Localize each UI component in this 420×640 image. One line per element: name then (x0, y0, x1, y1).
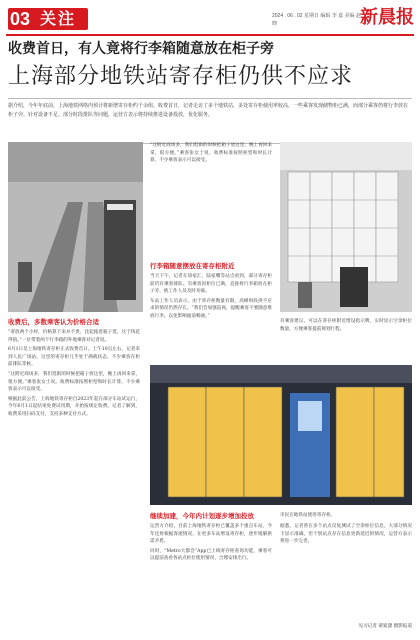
photo-caption: 市民在地铁站使用寄存柜。 (280, 513, 336, 518)
lower-middle-body (150, 521, 272, 631)
locker-photo (280, 142, 412, 312)
paragraph: 有乘客建议，可以在寄存柜附近增设指示牌，实时显示空余柜位数量，方便乘客提前规划行程。 (280, 319, 412, 332)
byline: 见习记者 蒙迪潇 摄影报道 (358, 624, 412, 629)
middle-column (150, 142, 272, 351)
paragraph: 车站工作人员表示，由于寄存柜数量有限，高峰时段供不应求的情况仍然存在。“我们会加强巡视，提醒乘客不要随意堆放行李，以免影响通道畅通。” (150, 298, 272, 319)
lower-right-column (280, 512, 412, 629)
issue-meta: 2024 . 06 . 02 星期日 编辑 李 嘉 美编 赵晓 (272, 13, 361, 27)
paragraph: “这附近商场多，我们逛街的时候把箱子放这里，晚上再回来拿，很方便。”乘客张女士说。收费标准按照柜型和时长计算，不少乘客表示可以接受。 (8, 371, 140, 393)
left-column-body (8, 327, 140, 629)
newspaper-logo (360, 6, 414, 30)
left-column (8, 318, 140, 629)
lower-right-body (280, 521, 412, 621)
photo-left (8, 142, 143, 312)
article-headline: 上海部分地铁站寄存柜仍供不应求 (8, 64, 354, 89)
paragraph: “这附近商场多，我们逛街的时候把箱子放这里，晚上再回来拿，很方便。”乘客张女士说。收费标准按照柜型和时长计算，不少乘客表示可以接受。 (150, 143, 272, 164)
section-number: 03 (10, 9, 31, 29)
paragraph: “寄放两个小时，价格算下来并不贵，比起拖着箱子逛，这个钱花得值。”一位带着两个行李箱的外地乘客对记者说。 (8, 330, 140, 343)
paragraph: 同时，“Metro大都会”App已上线寄存柜查询功能，乘客可以提前查看各站点柜位使用情况，合理安排出行。 (150, 548, 272, 562)
photo-lockers (280, 142, 412, 312)
section-name: 关注 (40, 9, 77, 28)
header-rule (6, 34, 414, 36)
section-1-subhead: 收费后，多数乘客认为价格合适 (8, 318, 99, 326)
article-lead: 据介绍，今年年底前，上海地铁网络内预计将新增寄存柜约千余组。收费首日，记者走访了多个地铁站，多处寄存柜使用率较高，一些乘客发现储物柜已满，而部分乘客仍将行李放在柜子旁。针对设备不足、部分时段排队等问题，运营方表示将持续推进设备投放，优化服务。 (8, 98, 412, 144)
paragraph: 根据此前公告，上海地铁寄存柜自2023年起在部分车站试运行，今年6月1日起结束免费试用期，开始按规定收费。记者了解到，收费采用扫码支付，支持多种支付方式。 (8, 396, 140, 417)
paragraph: 运营方介绍，目前上海地铁寄存柜已覆盖多个重点车站，今年还将根据客流情况，在更多车站增设寄存柜，逐步缓解供需矛盾。 (150, 524, 272, 545)
paragraph: 6月1日是上海地铁寄存柜正式收费首日。上午10点左右，记者来到人民广场站，这里的寄存柜几乎处于满载状态，不少乘客在柜前排队等候。 (8, 347, 140, 368)
page-header (0, 0, 420, 36)
photo-kiosk (150, 365, 412, 505)
section-3-subhead: 继续加建，今年内计划逐步增加投放 (150, 512, 254, 520)
logo-text: 新晨报 (360, 7, 414, 28)
kiosk-photo (150, 365, 412, 505)
escalator-photo (8, 142, 143, 312)
middle-column-body (150, 142, 272, 260)
right-column-top (280, 318, 412, 354)
paragraph: 当天下午，记者在徐家汇、陆家嘴等站点看到，部分寄存柜前仍有乘客排队。有乘客因柜位已满，直接将行李箱放在柜子旁，被工作人员及时劝离。 (150, 274, 272, 295)
paragraph: 据悉，记者曾在多个站点反复测试了空余柜位信息，大部分情况下显示准确，但个别站点存在信息更新延迟的情况，运营方表示将进一步完善。 (280, 524, 412, 545)
article-kicker: 收费首日，有人竟将行李箱随意放在柜子旁 (8, 41, 274, 57)
lower-middle-column (150, 512, 272, 631)
section-2-subhead: 行李箱随意摆放在寄存柜附近 (150, 262, 235, 270)
middle-column-body-2 (150, 271, 272, 351)
